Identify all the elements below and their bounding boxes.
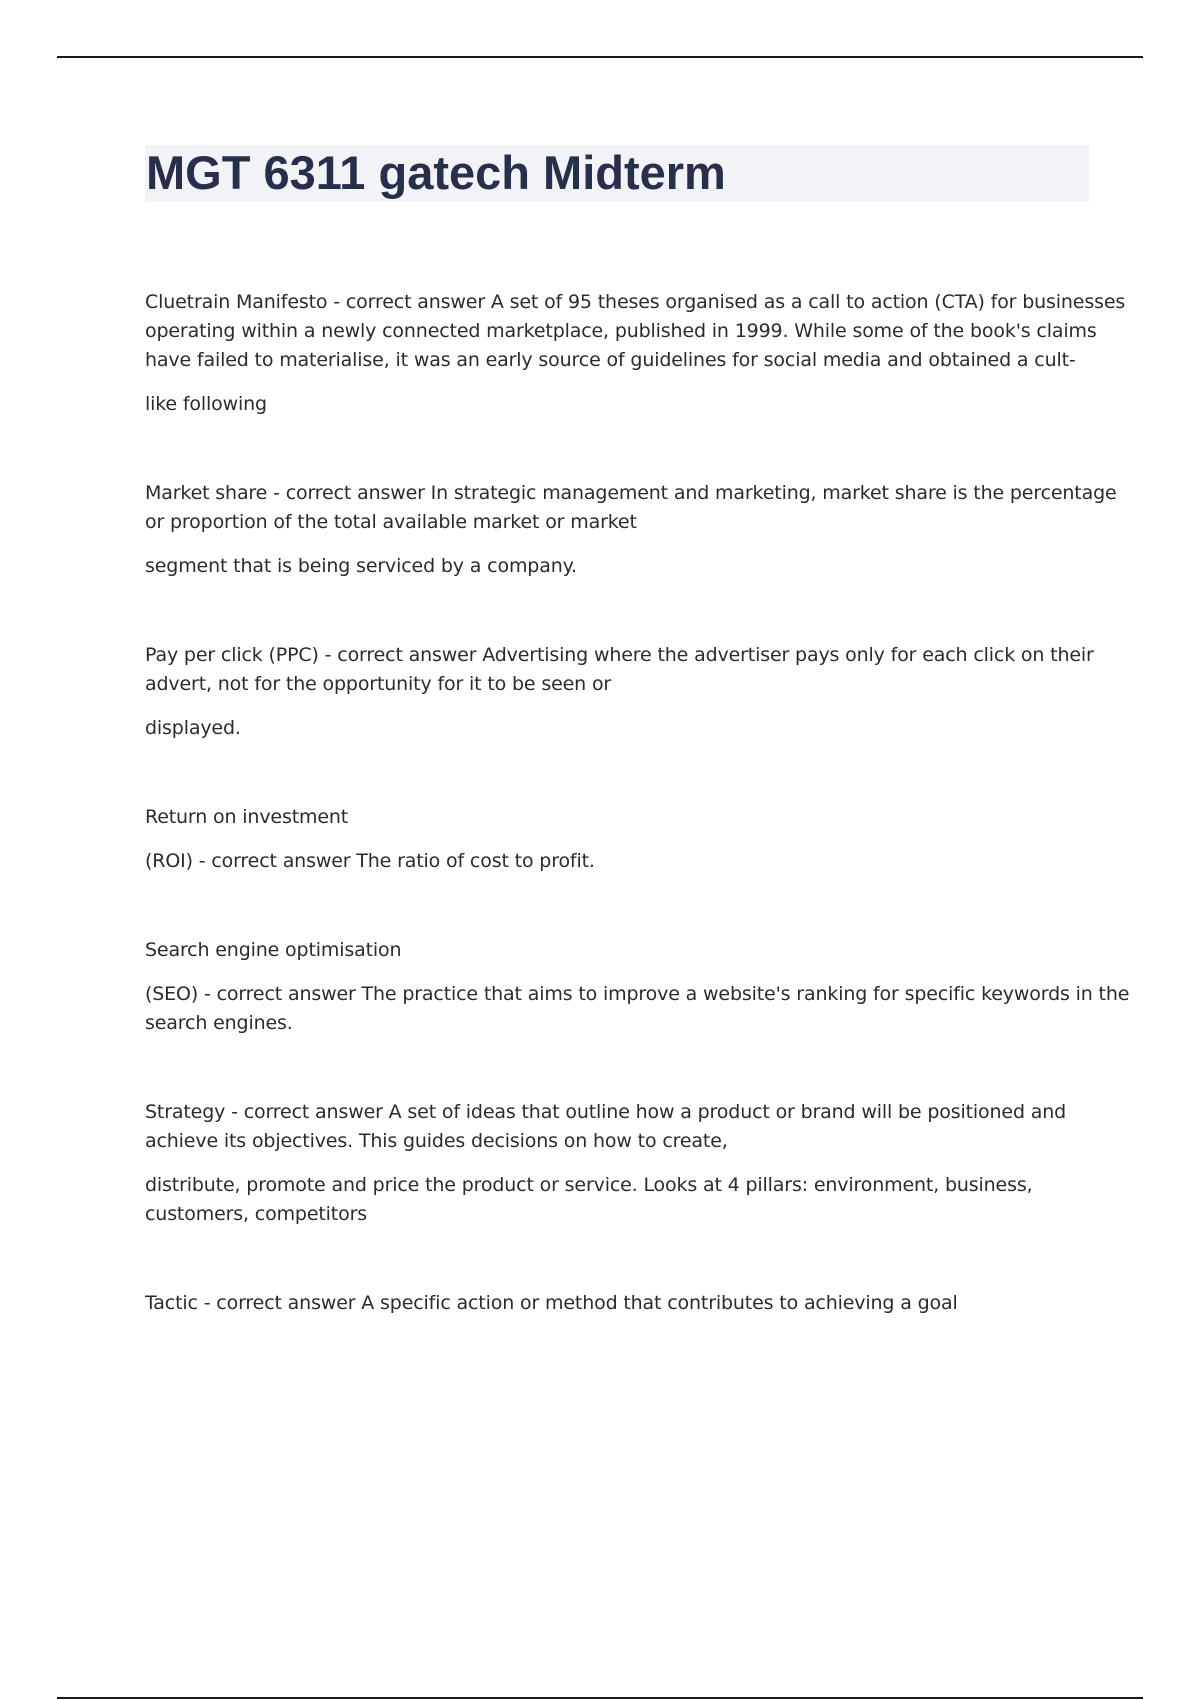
definition-paragraph xyxy=(145,1098,1085,1156)
definition-paragraph xyxy=(145,1171,1085,1229)
text-line: Pay per click (PPC) - correct answer Advertising where the advertiser pays only for each click on their xyxy=(145,644,1094,666)
paragraph-separator xyxy=(145,832,1085,847)
page-title: MGT 6311 gatech Midterm xyxy=(146,146,726,199)
paragraph-separator xyxy=(145,699,1085,714)
definition-entry-roi xyxy=(145,803,1085,876)
text-line: customers, competitors xyxy=(145,1203,367,1225)
paragraph-separator xyxy=(145,537,1085,552)
definition-entry-cluetrain xyxy=(145,288,1126,419)
entry-separator xyxy=(145,419,1085,479)
definition-entry-market-share xyxy=(145,479,1117,581)
paragraph-separator xyxy=(145,1156,1085,1171)
top-rule xyxy=(57,56,1143,58)
definition-paragraph xyxy=(145,714,1085,743)
definition-entry-tactic xyxy=(145,1289,1085,1318)
text-line: segment that is being serviced by a company. xyxy=(145,555,577,577)
text-line: operating within a newly connected marketplace, published in 1999. While some of the book's claims xyxy=(145,320,1097,342)
entry-separator xyxy=(145,1038,1085,1098)
definition-entry-seo xyxy=(145,936,1130,1038)
text-line: achieve its objectives. This guides decisions on how to create, xyxy=(145,1130,728,1152)
definition-entry-ppc xyxy=(145,641,1094,743)
definition-paragraph xyxy=(145,936,1085,965)
text-line: have failed to materialise, it was an early source of guidelines for social media and obtained a cult- xyxy=(145,349,1076,371)
definition-paragraph xyxy=(145,1289,1085,1318)
text-line: Return on investment xyxy=(145,806,349,828)
definition-paragraph xyxy=(145,552,1085,581)
definition-paragraph xyxy=(145,390,1085,419)
text-line: search engines. xyxy=(145,1012,293,1034)
entry-separator xyxy=(145,1229,1085,1289)
definition-paragraph xyxy=(145,847,1085,876)
definition-paragraph xyxy=(145,980,1130,1038)
text-line: displayed. xyxy=(145,717,241,739)
definition-paragraph xyxy=(145,479,1117,537)
text-line: Strategy - correct answer A set of ideas that outline how a product or brand will be positioned and xyxy=(145,1101,1067,1123)
paragraph-separator xyxy=(145,965,1085,980)
definition-entry-strategy xyxy=(145,1098,1085,1229)
text-line: Market share - correct answer In strategic management and marketing, market share is the percentage xyxy=(145,482,1117,504)
entry-separator xyxy=(145,876,1085,936)
entry-separator xyxy=(145,743,1085,803)
entry-separator xyxy=(145,581,1085,641)
text-line: Cluetrain Manifesto - correct answer A set of 95 theses organised as a call to action (CTA) for businesses xyxy=(145,291,1126,313)
document-body xyxy=(145,288,1130,1318)
definition-paragraph xyxy=(145,803,1085,832)
paragraph-separator xyxy=(145,375,1085,390)
text-line: Tactic - correct answer A specific action or method that contributes to achieving a goal xyxy=(145,1292,958,1314)
text-line: like following xyxy=(145,393,267,415)
text-line: advert, not for the opportunity for it to be seen or xyxy=(145,673,612,695)
text-line: or proportion of the total available market or market xyxy=(145,511,637,533)
definition-paragraph xyxy=(145,288,1126,375)
text-line: distribute, promote and price the product or service. Looks at 4 pillars: environment, business, xyxy=(145,1174,1033,1196)
text-line: (SEO) - correct answer The practice that aims to improve a website's ranking for specific keywords in the xyxy=(145,983,1130,1005)
text-line: Search engine optimisation xyxy=(145,939,402,961)
definition-paragraph xyxy=(145,641,1094,699)
bottom-rule xyxy=(57,1697,1143,1699)
text-line: (ROI) - correct answer The ratio of cost to profit. xyxy=(145,850,595,872)
